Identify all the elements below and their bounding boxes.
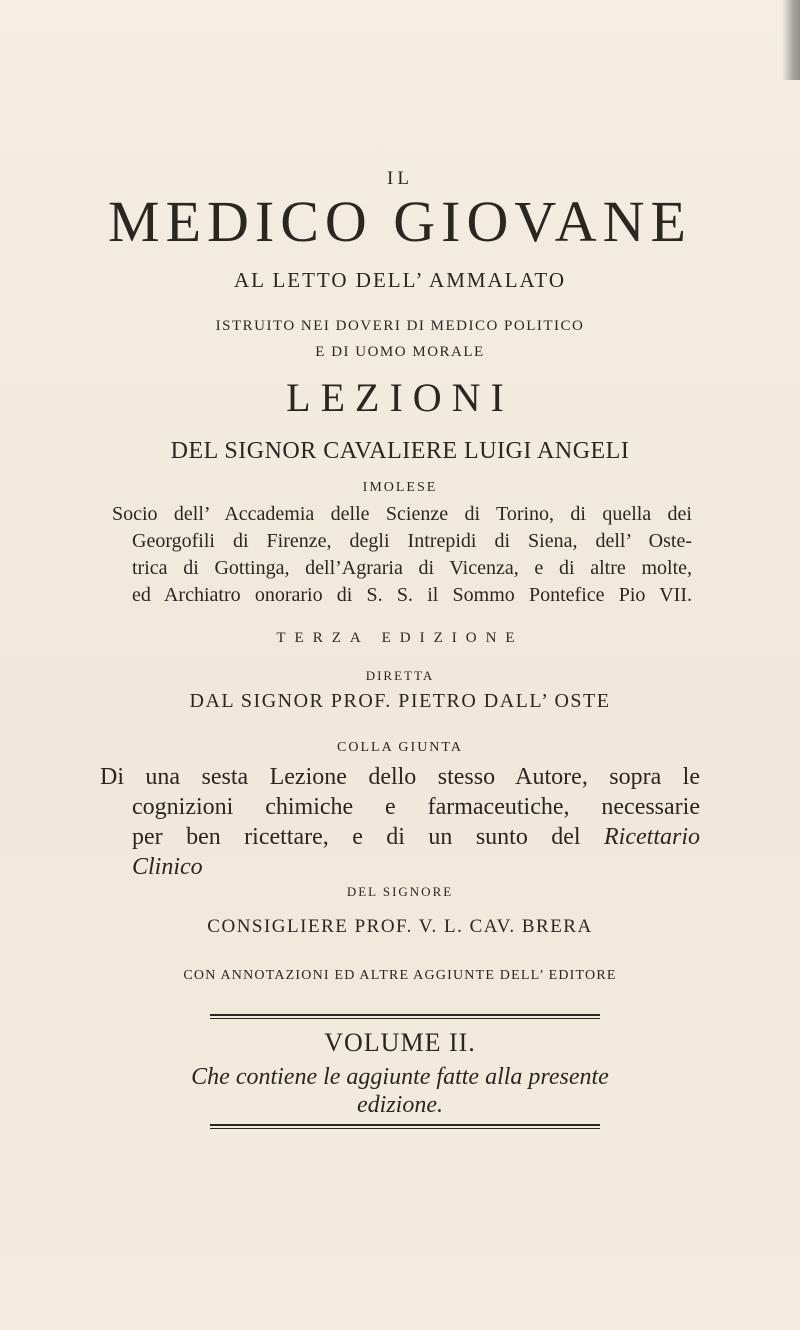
del-signore-label: DEL SIGNORE	[346, 884, 454, 899]
lezioni-heading: LEZIONI	[286, 375, 514, 420]
annotations-line: CON ANNOTAZIONI ED ALTRE AGGIUNTE DELL’ EDITORE	[183, 968, 617, 983]
subtitle-line-2: E DI UOMO MORALE	[315, 344, 485, 360]
colla-giunta-label: COLLA GIUNTA	[337, 740, 463, 755]
editor-line: DAL SIGNOR PROF. PIETRO DALL’ OSTE	[189, 690, 611, 712]
author-line: DEL SIGNOR CAVALIERE LUIGI ANGELI	[170, 438, 630, 464]
ricettario-text: Ricettario	[604, 824, 700, 850]
author-bio-line: trica di Gottinga, dell’Agraria di Vicenza, e di altre molte,	[132, 557, 692, 579]
title-article: IL	[387, 168, 413, 189]
divider-rule-bottom-thin	[210, 1128, 600, 1129]
divider-rule-top	[210, 1014, 600, 1016]
description-line-3-text: per ben ricettare, e di un sunto del	[132, 824, 605, 850]
subtitle-line-1: ISTRUITO NEI DOVERI DI MEDICO POLITICO	[215, 318, 585, 334]
author-bio-line: Socio dell’ Accademia delle Scienze di Torino, di quella dei	[112, 503, 692, 525]
description-line-1: Di una sesta Lezione dello stesso Autore, sopra le	[100, 764, 700, 790]
author-bio-line: ed Archiatro onorario di S. S. il Sommo Pontefice Pio VII.	[132, 584, 692, 606]
volume-label: VOLUME II.	[324, 1028, 476, 1057]
description-line-4: Clinico	[132, 854, 203, 880]
divider-rule-bottom	[210, 1124, 600, 1126]
page-corner-shadow	[782, 0, 800, 80]
description-line-2: cognizioni chimiche e farmaceutiche, necessarie	[132, 794, 700, 820]
contributor-line: CONSIGLIERE PROF. V. L. CAV. BRERA	[207, 916, 593, 937]
author-origin: IMOLESE	[362, 480, 438, 495]
subtitle: AL LETTO DELL’ AMMALATO	[233, 268, 566, 292]
book-title: MEDICO GIOVANE	[108, 189, 692, 254]
author-bio-line: Georgofili di Firenze, degli Intrepidi di Siena, dell’ Oste-	[132, 530, 692, 552]
description-line-3	[132, 822, 700, 852]
contents-note-line-2: edizione.	[357, 1092, 443, 1118]
contents-note-line-1: Che contiene le aggiunte fatte alla presente	[191, 1064, 609, 1090]
edition-line: TERZA EDIZIONE	[276, 630, 524, 646]
diretta-label: DIRETTA	[365, 668, 435, 683]
divider-rule-top-thin	[210, 1018, 600, 1019]
